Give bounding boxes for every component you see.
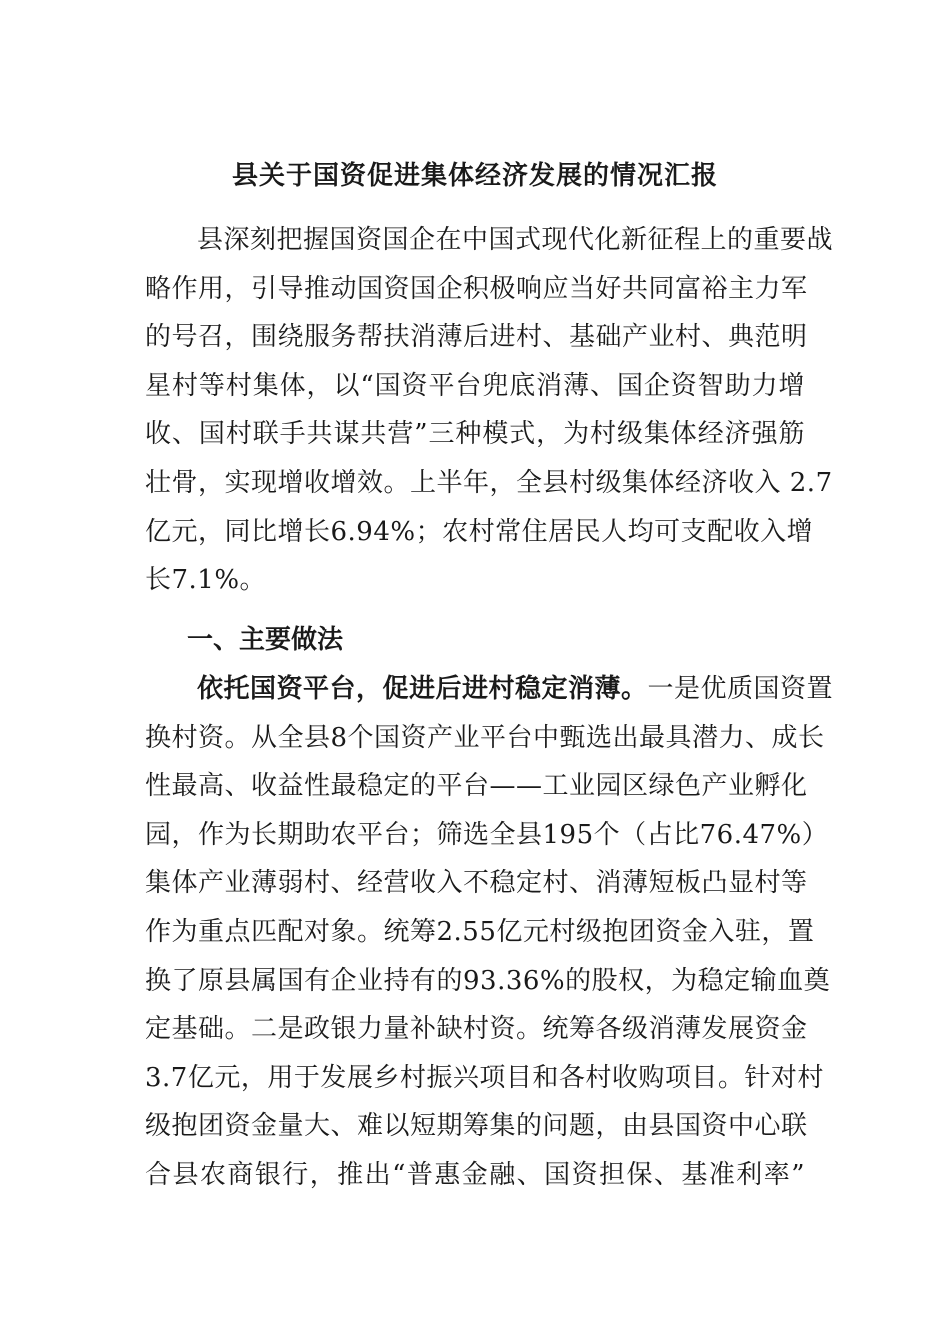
paragraph-line: 3.7亿元，用于发展乡村振兴项目和各村收购项目。针对村 [145,1062,824,1093]
paragraph-line: 级抱团资金量大、难以短期筹集的问题，由县国资中心联 [145,1111,808,1142]
paragraph-line: 性最高、收益性最稳定的平台——工业园区绿色产业孵化 [145,771,808,802]
paragraph-line: 集体产业薄弱村、经营收入不稳定村、消薄短板凸显村等 [145,868,808,899]
paragraph-line: 亿元，同比增长6.94%；农村常住居民人均可支配收入增 [145,516,814,547]
paragraph-line: 合县农商银行，推出“普惠金融、国资担保、基准利率” [145,1159,805,1190]
paragraph-line: 收、国村联手共谋共营”三种模式，为村级集体经济强筋 [145,419,805,450]
section-heading: 一、主要做法 [187,625,344,655]
paragraph-lead: 依托国资平台，促进后进村稳定消薄。 [197,674,648,704]
paragraph-line: 长7.1%。 [145,565,267,596]
paragraph-line: 星村等村集体，以“国资平台兜底消薄、国企资智助力增 [145,370,805,401]
paragraph-line: 作为重点匹配对象。统筹2.55亿元村级抱团资金入驻，置 [145,916,815,947]
paragraph-line: 定基础。二是政银力量补缺村资。统筹各级消薄发展资金 [145,1014,808,1045]
paragraph-line: 换村资。从全县8个国资产业平台中甄选出最具潜力、成长 [145,722,825,753]
measures-paragraph [145,665,834,1200]
paragraph-line: 园，作为长期助农平台；筛选全县195个（占比76.47%） [145,819,829,850]
paragraph-line: 略作用，引导推动国资国企积极响应当好共同富裕主力军 [145,273,808,304]
paragraph-line: 换了原县属国有企业持有的93.36%的股权，为稳定输血奠 [145,965,831,996]
paragraph-line: 壮骨，实现增收增效。上半年，全县村级集体经济收入 2.7 [145,467,833,498]
paragraph-line [145,665,834,714]
intro-paragraph [145,216,834,605]
paragraph-text: 一是优质国资置 [647,674,834,704]
paragraph-line: 的号召，围绕服务帮扶消薄后进村、基础产业村、典范明 [145,322,808,353]
paragraph-line: 县深刻把握国资国企在中国式现代化新征程上的重要战 [197,225,834,255]
document-title: 县关于国资促进集体经济发展的情况汇报 [231,161,718,191]
